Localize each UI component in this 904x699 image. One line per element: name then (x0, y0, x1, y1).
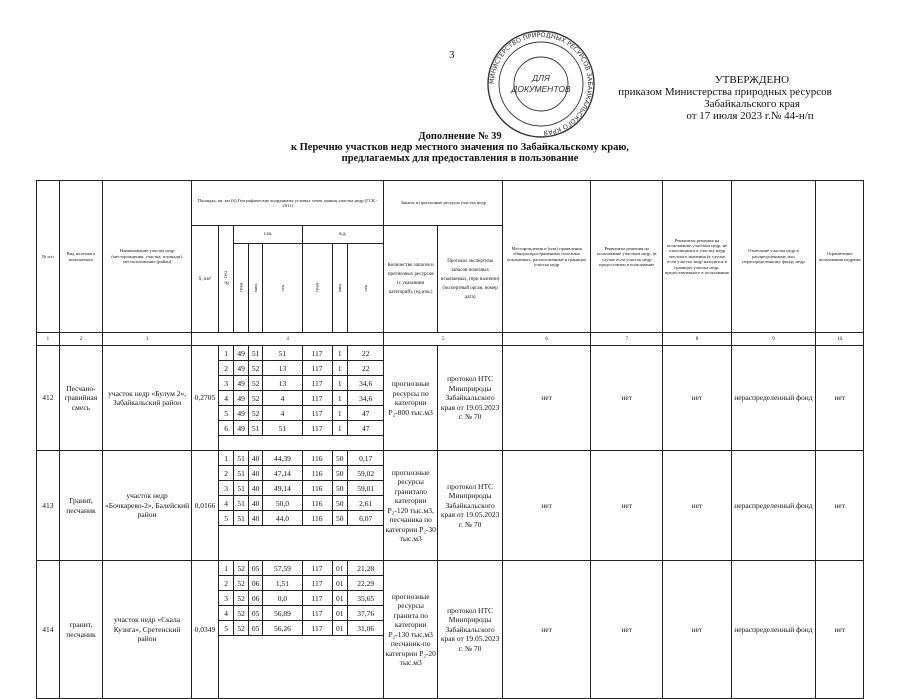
coord-cell: 40 (248, 466, 262, 481)
coord-cell: 40 (248, 511, 262, 526)
coord-cell: 52 (248, 406, 262, 421)
subsoil-sites-table (36, 180, 864, 699)
coord-cell: 06 (248, 576, 262, 591)
coord-cell: 117 (302, 346, 332, 361)
coord-cell: 117 (302, 376, 332, 391)
coord-cell: 40 (248, 496, 262, 511)
coord-cell: 4 (263, 391, 302, 406)
hdr-point-no: № точ. (218, 226, 234, 333)
round-stamp (485, 28, 597, 140)
hdr-site: Наименование участка недр (месторождения, участка, площади), местоположение (район) (103, 181, 192, 333)
cell-protocol: протокол НТС Минприроды Забайкальского края от 19.05.2023 г. № 70 (438, 561, 503, 699)
coord-cell: 2 (218, 466, 234, 481)
approval-line-3: от 17 июля 2023 г.№ 44-н/п (686, 110, 814, 122)
coord-cell: 47 (348, 406, 384, 421)
coord-cell: 49 (234, 406, 248, 421)
approval-line-2: Забайкальского края (704, 98, 800, 110)
cell-mineral: Песчано-гравийная смесь (59, 346, 102, 451)
coord-cell: 6 (218, 421, 234, 436)
coord-cell: 49 (234, 391, 248, 406)
coord-cell: 44,39 (263, 451, 302, 466)
coord-cell: 4 (218, 496, 234, 511)
coord-cell: 05 (248, 561, 262, 576)
coord-cell: 117 (302, 621, 332, 636)
coord-cell: 51 (248, 421, 262, 436)
coord-cell: 116 (302, 451, 332, 466)
cell-reserves: прогнозные ресурсы гранитапо категории P₂-120 тыс.м3, песчаника по категории P₂-30 тыс.м3 (384, 451, 438, 561)
coord-cell: 50 (332, 451, 348, 466)
hdr-req-not-local: Реквизиты решения на пользование участком недр, не относящимся к участку недр местного значения (в случае если участок недр находится в границах участка недр, предоставленного в пользование (663, 181, 731, 333)
approval-title: УТВЕРЖДЕНО (714, 74, 790, 86)
coord-cell: 56,89 (263, 606, 302, 621)
hdr-fund: Отнесение участка недр к распределенному или нераспределенному фонду недр (731, 181, 816, 333)
coord-cell: 117 (302, 561, 332, 576)
coord-cell: 52 (234, 591, 248, 606)
hdr-no: № п/п (37, 181, 60, 333)
cell-site: участок недр «Булум 2», Забайкальский район (103, 346, 192, 451)
coord-cell: 31,06 (348, 621, 384, 636)
cell-fund: нераспределенный фонд (731, 451, 816, 561)
coord-filler (218, 636, 383, 699)
coord-cell: 1 (332, 406, 348, 421)
cell-area: 0,0166 (192, 451, 219, 561)
coord-cell: 1 (332, 361, 348, 376)
cell-req-not-local: нет (663, 346, 731, 451)
hdr-reserves-qty: Количество запасов и прогнозных ресурсов (с указанием категорий), (ед.изм.) (384, 226, 438, 333)
coord-cell: 5 (218, 511, 234, 526)
coord-cell: 35,65 (348, 591, 384, 606)
coord-cell: 51 (234, 496, 248, 511)
approval-block (600, 74, 850, 122)
cell-protocol: протокол НТС Минприроды Забайкальского края от 19.05.2023 г. № 70 (438, 451, 503, 561)
stamp-inner-1: ДЛЯ (532, 73, 550, 83)
coord-cell: 47,14 (263, 466, 302, 481)
coord-cell: 3 (218, 591, 234, 606)
cell-no: 413 (37, 451, 60, 561)
coord-cell: 117 (302, 591, 332, 606)
coord-cell: 52 (234, 561, 248, 576)
cell-req-not-local: нет (663, 451, 731, 561)
col-num: 3 (103, 333, 192, 346)
title-line-3: предлагаемых для предоставления в пользование (341, 153, 579, 164)
hdr-req-in-use: Реквизиты решения на пользование участком недр, (в случае если участок недр предоставлен в пользование (591, 181, 663, 333)
coord-cell: 117 (302, 391, 332, 406)
coord-cell: 50,0 (263, 496, 302, 511)
cell-restrictions: нет (816, 561, 864, 699)
coord-cell: 01 (332, 591, 348, 606)
coord-cell: 51 (263, 346, 302, 361)
coord-cell: 0,0 (263, 591, 302, 606)
cell-area: 0,0349 (192, 561, 219, 699)
hdr-area: S, км² (192, 226, 219, 333)
coord-cell: 1 (332, 376, 348, 391)
col-num: 1 (37, 333, 60, 346)
coord-cell: 49 (234, 346, 248, 361)
coord-cell: 52 (248, 376, 262, 391)
col-num: 7 (591, 333, 663, 346)
coord-cell: 40 (248, 481, 262, 496)
coord-filler (218, 526, 383, 561)
coord-cell: 59,01 (348, 481, 384, 496)
coord-cell: 22 (348, 361, 384, 376)
coord-cell: 3 (218, 481, 234, 496)
hdr-lon: в.д. (302, 226, 384, 244)
coord-cell: 4 (263, 406, 302, 421)
coord-cell: 4 (218, 606, 234, 621)
coord-cell: 52 (234, 606, 248, 621)
cell-site: участок недр «Бочкарево-2», Балейский район (103, 451, 192, 561)
cell-no: 412 (37, 346, 60, 451)
hdr-lat-sec: сек. (263, 244, 302, 333)
coord-cell: 6,07 (348, 511, 384, 526)
table-row (37, 346, 864, 361)
coord-cell: 117 (302, 361, 332, 376)
coord-cell: 2,61 (348, 496, 384, 511)
coord-cell: 2 (218, 361, 234, 376)
hdr-restrictions: Ограничение пользования недрами (816, 181, 864, 333)
coord-cell: 51 (234, 481, 248, 496)
cell-req-in-use: нет (591, 346, 663, 451)
coord-cell: 50 (332, 481, 348, 496)
column-number-row (37, 333, 864, 346)
col-num: 10 (816, 333, 864, 346)
cell-deposits: нет (503, 346, 591, 451)
coord-cell: 49,14 (263, 481, 302, 496)
cell-deposits: нет (503, 451, 591, 561)
coord-cell: 21,28 (348, 561, 384, 576)
coord-cell: 49 (234, 376, 248, 391)
cell-area: 0,2705 (192, 346, 219, 451)
hdr-lon-min: мин. (332, 244, 348, 333)
coord-cell: 59,02 (348, 466, 384, 481)
coord-cell: 50 (332, 466, 348, 481)
col-num: 2 (59, 333, 102, 346)
col-num: 6 (503, 333, 591, 346)
col-num: 5 (384, 333, 503, 346)
col-num: 9 (731, 333, 816, 346)
coord-cell: 56,26 (263, 621, 302, 636)
hdr-area-coords: Площадь, кв. км (S) Географические координаты угловых точек границ участка недр (ГСК - 2011) (192, 181, 384, 226)
coord-cell: 116 (302, 466, 332, 481)
hdr-deposits: Месторождения и (или) проявления общераспространенных полезных ископаемых, расположенные в границах участка недр (503, 181, 591, 333)
cell-mineral: гранит, песчаник (59, 561, 102, 699)
coord-cell: 40 (248, 451, 262, 466)
cell-req-in-use: нет (591, 561, 663, 699)
coord-cell: 117 (302, 406, 332, 421)
coord-cell: 5 (218, 406, 234, 421)
coord-cell: 57,59 (263, 561, 302, 576)
title-line-1: Дополнение № 39 (418, 131, 502, 142)
cell-reserves: прогнозные ресурсы гранита по категории P₂-130 тыс.м3 песчаник-по категории P₂-20 тыс.м3 (384, 561, 438, 699)
coord-cell: 51 (248, 346, 262, 361)
coord-cell: 05 (248, 621, 262, 636)
table-row (37, 451, 864, 466)
coord-cell: 116 (302, 481, 332, 496)
document-title (250, 131, 670, 164)
coord-cell: 116 (302, 511, 332, 526)
coord-cell: 52 (234, 576, 248, 591)
cell-fund: нераспределенный фонд (731, 561, 816, 699)
hdr-reserves: Запасы и прогнозные ресурсы участка недр (384, 181, 503, 226)
coord-cell: 1 (332, 421, 348, 436)
coord-cell: 50 (332, 496, 348, 511)
coord-cell: 22,29 (348, 576, 384, 591)
coord-cell: 06 (248, 591, 262, 606)
approval-line-1: приказом Министерства природных ресурсов (618, 86, 832, 98)
hdr-mineral: Вид полезного ископаемого (59, 181, 102, 333)
coord-cell: 1 (218, 451, 234, 466)
coord-cell: 2 (218, 576, 234, 591)
coord-cell: 22 (348, 346, 384, 361)
coord-cell: 34,6 (348, 376, 384, 391)
hdr-lon-sec: сек. (348, 244, 384, 333)
cell-restrictions: нет (816, 451, 864, 561)
coord-filler (218, 436, 383, 451)
coord-cell: 51 (234, 511, 248, 526)
stamp-ring-text: МИНИСТЕРСТВО ПРИРОДНЫХ РЕСУРСОВ ЗАБАЙКАЛЬСКОГО КРАЯ (487, 30, 595, 137)
coord-cell: 1 (218, 346, 234, 361)
coord-cell: 52 (248, 391, 262, 406)
coord-cell: 0,17 (348, 451, 384, 466)
coord-cell: 1 (332, 391, 348, 406)
stamp-inner-2: ДОКУМЕНТОВ (511, 84, 571, 94)
coord-cell: 50 (332, 511, 348, 526)
coord-cell: 116 (302, 496, 332, 511)
coord-cell: 51 (263, 421, 302, 436)
cell-deposits: нет (503, 561, 591, 699)
hdr-reserves-protocol: Протокол экспертизы запасов полезных ископаемых, (при наличии) (экспертный орган, номер дата) (438, 226, 503, 333)
coord-cell: 51 (234, 451, 248, 466)
coord-cell: 13 (263, 376, 302, 391)
cell-mineral: Гранит, песчаник (59, 451, 102, 561)
coord-cell: 117 (302, 606, 332, 621)
coord-cell: 4 (218, 391, 234, 406)
coord-cell: 47 (348, 421, 384, 436)
coord-cell: 34,6 (348, 391, 384, 406)
coord-cell: 37,76 (348, 606, 384, 621)
cell-protocol: протокол НТС Минприроды Забайкальского края от 19.05.2023 г. № 70 (438, 346, 503, 451)
cell-req-in-use: нет (591, 451, 663, 561)
coord-cell: 1 (332, 346, 348, 361)
coord-cell: 01 (332, 576, 348, 591)
cell-restrictions: нет (816, 346, 864, 451)
title-line-2: к Перечню участков недр местного значения по Забайкальскому краю, (290, 142, 630, 153)
coord-cell: 52 (248, 361, 262, 376)
cell-req-not-local: нет (663, 561, 731, 699)
col-num: 8 (663, 333, 731, 346)
coord-cell: 13 (263, 361, 302, 376)
hdr-lat-deg: град. (234, 244, 248, 333)
coord-cell: 117 (302, 421, 332, 436)
coord-cell: 01 (332, 621, 348, 636)
cell-reserves: прогнозные ресурсы по категории P₂-800 тыс.м3 (384, 346, 438, 451)
cell-fund: нераспределенный фонд (731, 346, 816, 451)
hdr-lon-deg: град. (302, 244, 332, 333)
hdr-lat: с.ш. (234, 226, 302, 244)
coord-cell: 117 (302, 576, 332, 591)
col-num: 4 (192, 333, 384, 346)
coord-cell: 01 (332, 561, 348, 576)
coord-cell: 01 (332, 606, 348, 621)
coord-cell: 5 (218, 621, 234, 636)
coord-cell: 1,51 (263, 576, 302, 591)
coord-cell: 05 (248, 606, 262, 621)
page-number: 3 (449, 49, 455, 61)
table-row (37, 561, 864, 576)
coord-cell: 49 (234, 361, 248, 376)
coord-cell: 51 (234, 466, 248, 481)
cell-site: участок недр «Скала Кузнга», Сретенский район (103, 561, 192, 699)
coord-cell: 44,0 (263, 511, 302, 526)
coord-cell: 3 (218, 376, 234, 391)
cell-no: 414 (37, 561, 60, 699)
coord-cell: 1 (218, 561, 234, 576)
coord-cell: 52 (234, 621, 248, 636)
hdr-lat-min: мин. (248, 244, 262, 333)
coord-cell: 49 (234, 421, 248, 436)
